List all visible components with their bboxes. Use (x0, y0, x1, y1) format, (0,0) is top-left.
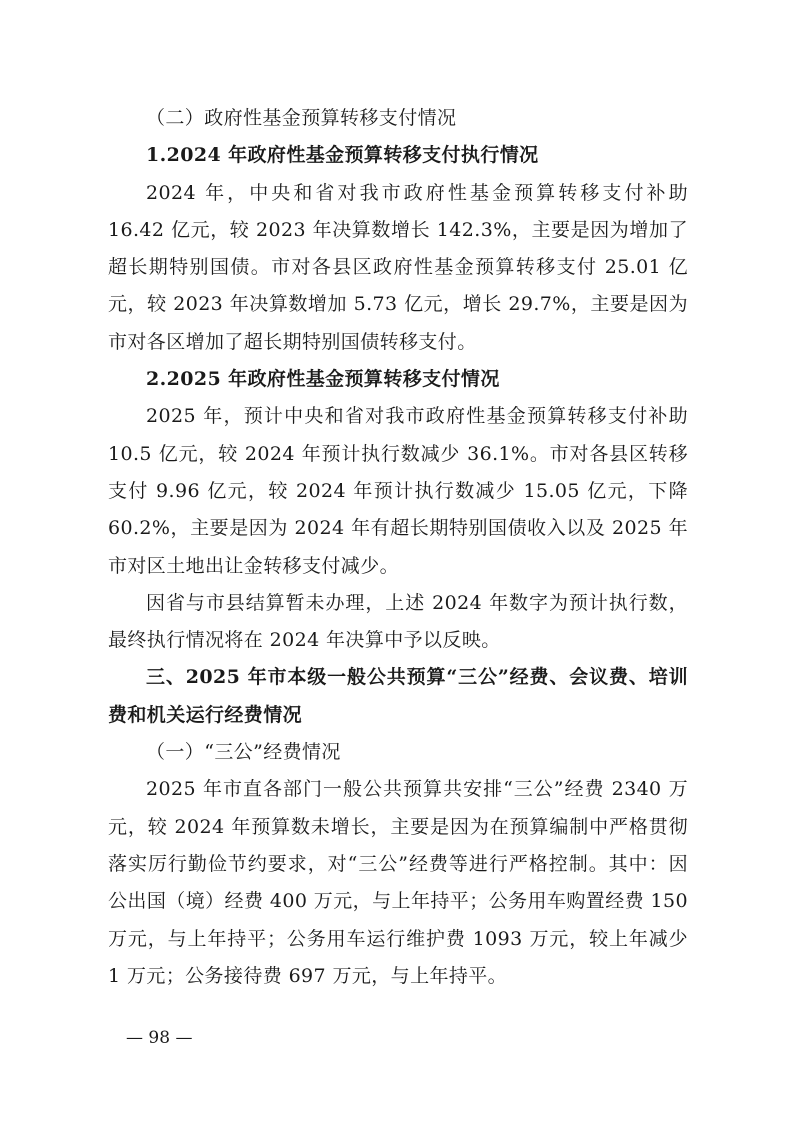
paragraph-three-public-expenses-details: 2025 年市直各部门一般公共预算共安排“三公”经费 2340 万元，较 2024 年预算数未增长，主要是因为在预算编制中严格贯彻落实厉行勤俭节约要求，对“三公”经费等进行严格控制。其中：因公出国（境）经费 400 万元，与上年持平；公务用车购置经费 150 万元，与上年持平；公务用车运行维护费 1093 万元，较上年减少 1 万元；公务接待费 697 万元，与上年持平。 (108, 778, 688, 987)
paragraph-2025-transfer-details: 2025 年，预计中央和省对我市政府性基金预算转移支付补助 10.5 亿元，较 2024 年预计执行数减少 36.1%。市对各县区转移支付 9.96 亿元，较 2024 年预计执行数减少 15.05 亿元，下降 60.2%，主要是因为 2024 年有超长期特别国债收入以及 2025 年市对区土地出让金转移支付减少。 (108, 405, 688, 577)
paragraph-2024-transfer-details: 2024 年，中央和省对我市政府性基金预算转移支付补助 16.42 亿元，较 2023 年决算数增长 142.3%，主要是因为增加了超长期特别国债。市对各县区政府性基金预算转移支付 25.01 亿元，较 2023 年决算数增加 5.73 亿元，增长 29.7%，主要是因为市对各区增加了超长期特别国债转移支付。 (108, 181, 688, 353)
paragraph-settlement-note: 因省与市县结算暂未办理，上述 2024 年数字为预计执行数，最终执行情况将在 2024 年决算中予以反映。 (108, 591, 688, 652)
subheading-2024-execution: 1.2024 年政府性基金预算转移支付执行情况 (146, 144, 539, 167)
section-heading-government-fund-transfer: （二）政府性基金预算转移支付情况 (146, 107, 457, 129)
section-heading-three-public-expenses: 三、2025 年市本级一般公共预算“三公”经费、会议费、培训费和机关运行经费情况 (108, 666, 688, 726)
subheading-three-public-expenses: （一）“三公”经费情况 (146, 741, 341, 764)
page-number: — 98 — (126, 1028, 193, 1048)
subheading-2025-transfer: 2.2025 年政府性基金预算转移支付情况 (146, 368, 500, 391)
document-body (108, 100, 688, 995)
